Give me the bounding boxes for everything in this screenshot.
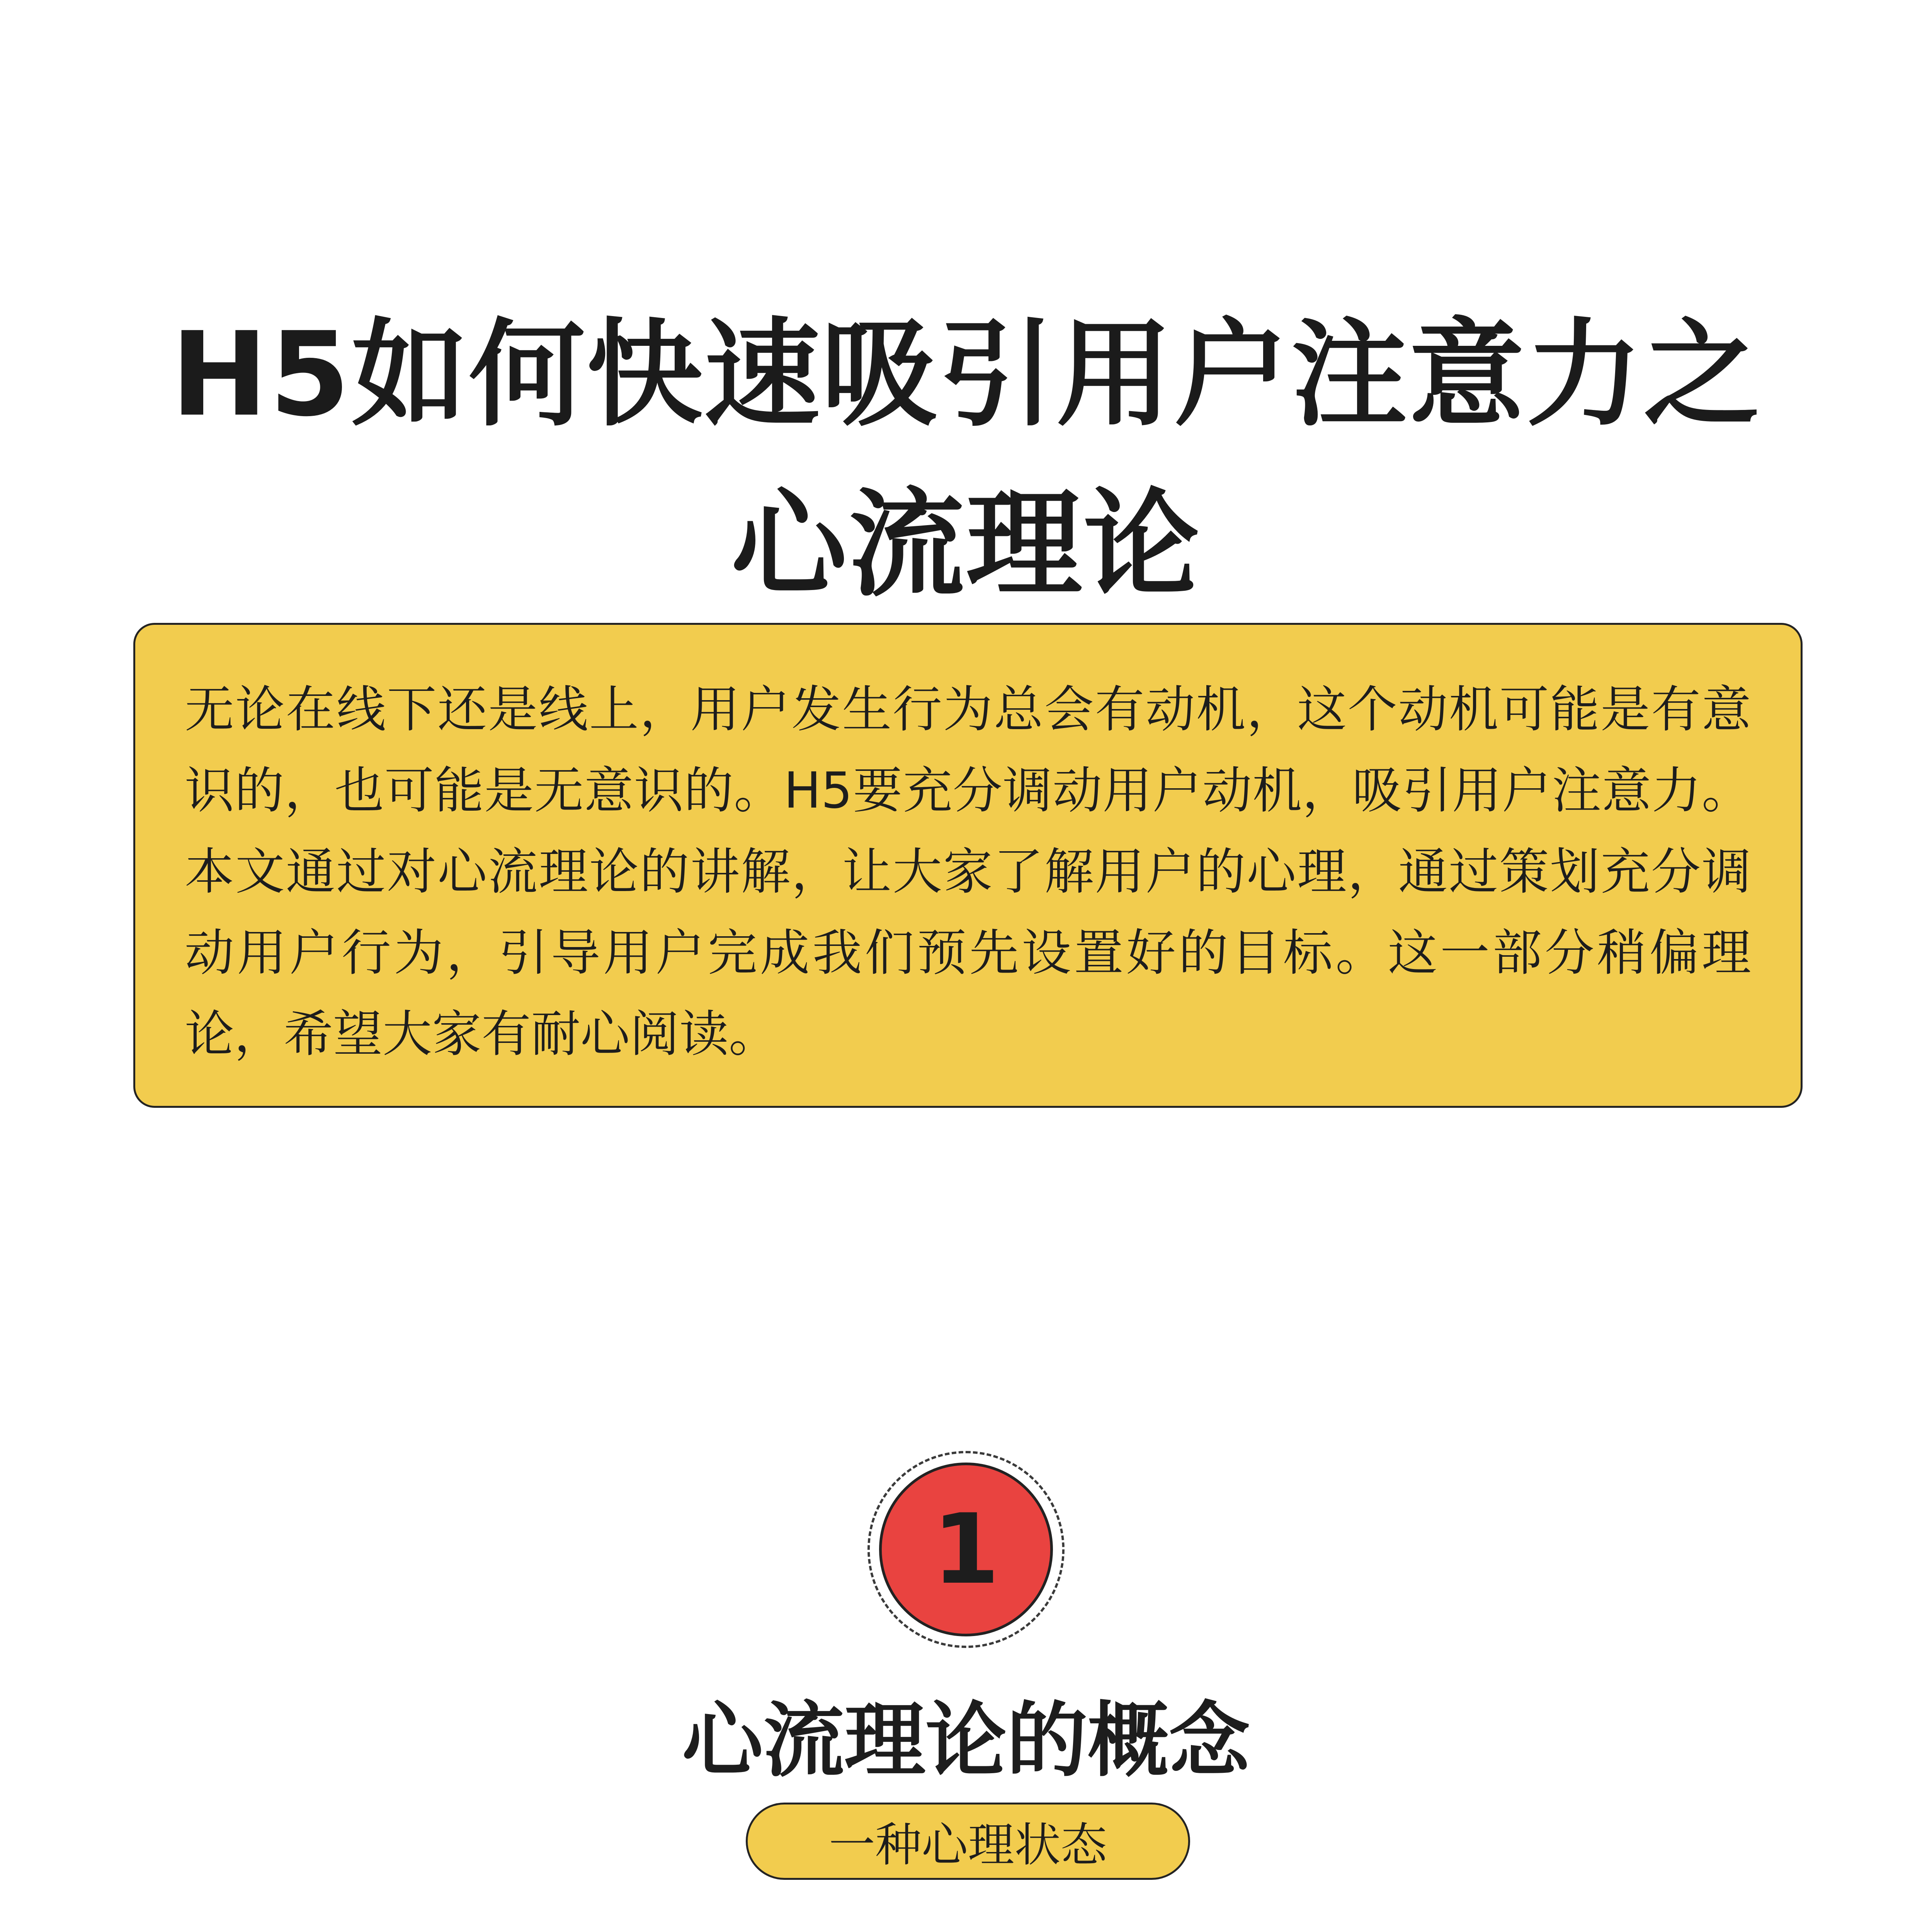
page-title-line-2: 心流理论 (731, 477, 1201, 612)
intro-box (133, 623, 1803, 1108)
section-title: 心流理论的概念 (682, 1693, 1250, 1788)
section-number-badge: 1 (879, 1463, 1053, 1636)
page-title-line-1: H5如何快速吸引用户注意力之 (171, 307, 1761, 442)
section-subtitle-pill: 一种心理状态 (746, 1803, 1190, 1880)
page-title (0, 290, 1932, 630)
intro-text: 无论在线下还是线上，用户发生行为总会有动机，这个动机可能是有意识的，也可能是无意识的。H5要充分调动用户动机，吸引用户注意力。本文通过对心流理论的讲解，让大家了解用户的心理，通过策划充分调动用户行为，引导用户完成我们预先设置好的目标。这一部分稍偏理论，希望大家有耐心阅读。 (185, 681, 1751, 1063)
